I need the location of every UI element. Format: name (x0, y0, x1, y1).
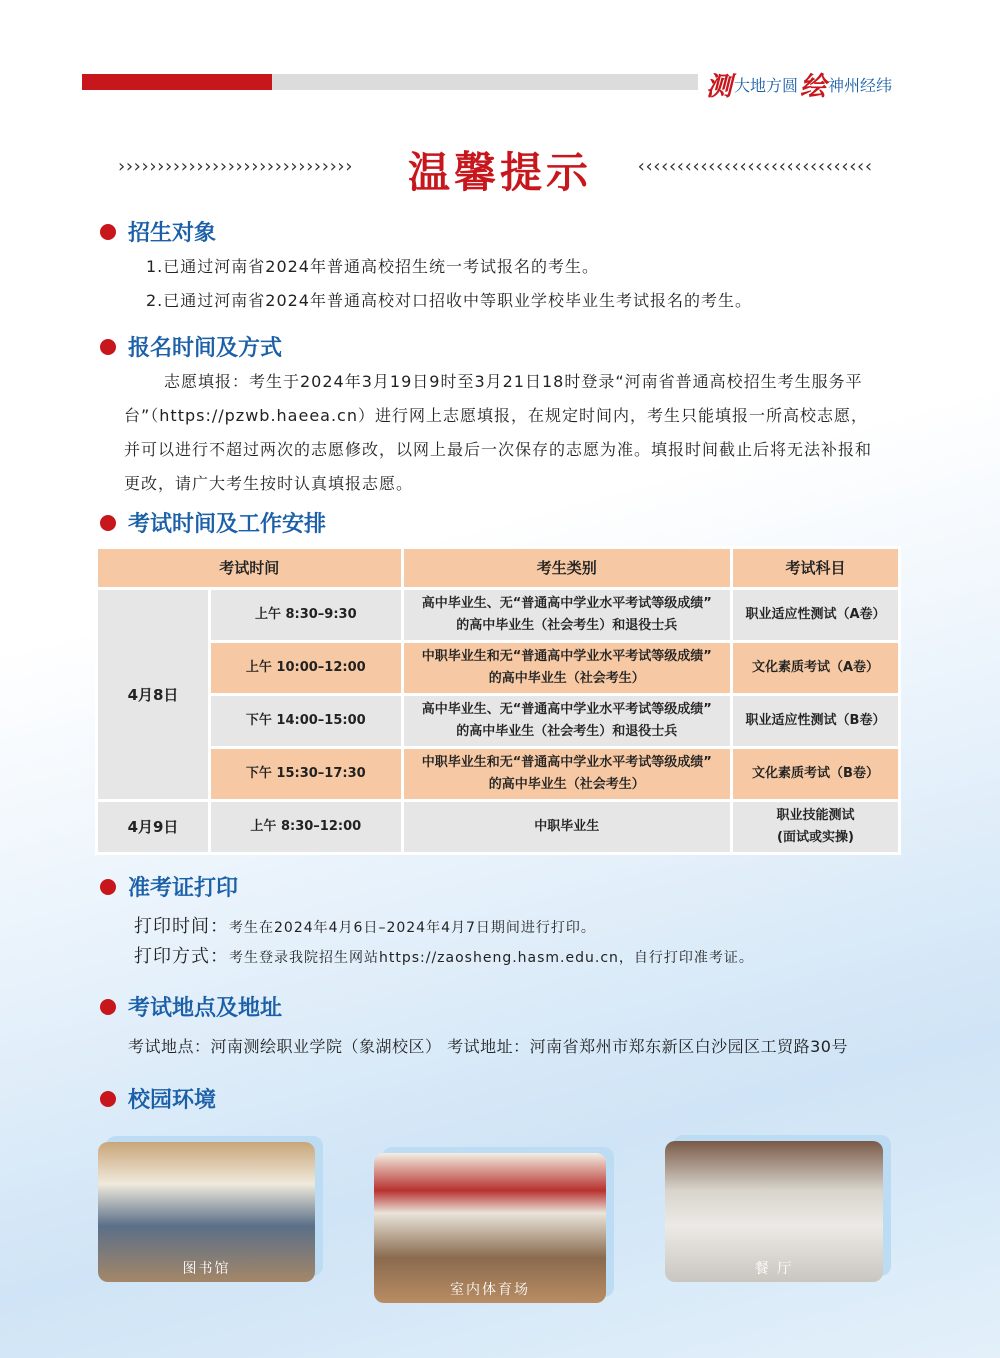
header-bar-accent (82, 74, 272, 90)
item: 1.已通过河南省2024年普通高校招生统一考试报名的考生。 (146, 257, 599, 276)
col-header: 考生类别 (404, 549, 730, 587)
time-cell: 下午 15:30–17:30 (211, 749, 401, 799)
slogan (706, 66, 892, 103)
bullet-icon (100, 515, 116, 531)
subject-cell (733, 802, 898, 852)
time-cell: 上午 8:30–12:00 (211, 802, 401, 852)
bullet-icon (100, 339, 116, 355)
subject-cell: 职业适应性测试（B卷） (733, 696, 898, 746)
heading-text: 招生对象 (128, 221, 217, 246)
photo-caption: 餐 厅 (754, 1261, 794, 1277)
slogan-text: 大地方圆 (734, 76, 799, 95)
photo-caption: 图书馆 (182, 1261, 231, 1277)
col-header: 考试时间 (98, 549, 401, 587)
label: 打印方式： (134, 946, 229, 967)
category-cell (404, 643, 730, 693)
category-cell (404, 590, 730, 640)
bullet-icon (100, 879, 116, 895)
slogan-text: 神州经纬 (828, 76, 893, 95)
cat-line: 中职毕业生和无“普通高中学业水平考试等级成绩” (421, 649, 712, 664)
photo-library (98, 1142, 315, 1282)
subj-line: (面试或实操) (777, 830, 854, 845)
section-heading (100, 871, 238, 902)
header-bar (82, 74, 698, 90)
heading-text: 考试地点及地址 (128, 996, 283, 1021)
cat-line: 的高中毕业生（社会考生）和退役士兵 (456, 618, 678, 633)
page-title: 温馨提示 (408, 148, 593, 197)
subject-cell: 文化素质考试（B卷） (733, 749, 898, 799)
cat-line: 的高中毕业生（社会考生） (488, 671, 645, 686)
section-heading (100, 331, 282, 362)
heading-text: 考试时间及工作安排 (128, 512, 327, 537)
cat-line: 高中毕业生、无“普通高中学业水平考试等级成绩” (421, 702, 712, 717)
heading-text: 校园环境 (128, 1088, 217, 1113)
cat-line: 高中毕业生、无“普通高中学业水平考试等级成绩” (421, 596, 712, 611)
subject-cell: 文化素质考试（A卷） (733, 643, 898, 693)
bullet-icon (100, 999, 116, 1015)
time-cell: 上午 10:00–12:00 (211, 643, 401, 693)
heading-text: 准考证打印 (128, 876, 239, 901)
label: 打印时间： (134, 916, 229, 937)
section-heading (100, 991, 282, 1022)
cat-line: 的高中毕业生（社会考生）和退役士兵 (456, 724, 678, 739)
slogan-logo-char: 测 (706, 72, 733, 102)
value: 考生登录我院招生网站https://zaosheng.hasm.edu.cn，自行打印准考证。 (229, 950, 754, 966)
section-heading (100, 1083, 216, 1114)
photo-caption: 室内体育场 (450, 1282, 530, 1298)
time-cell: 上午 8:30–9:30 (211, 590, 401, 640)
registration-text: 志愿填报：考生于2024年3月19日9时至3月21日18时登录“河南省普通高校招生考生服务平台”（https://pzwb.haeea.cn）进行网上志愿填报，在规定时间内，考生只能填报一所高校志愿，并可以进行不超过两次的志愿修改，以网上最后一次保存的志愿为准。填报时间截止后将无法补报和更改，请广大考生按时认真填报志愿。 (124, 372, 873, 493)
item: 2.已通过河南省2024年普通高校对口招收中等职业学校毕业生考试报名的考生。 (146, 291, 752, 310)
date-cell: 4月8日 (98, 590, 208, 799)
bullet-icon (100, 1091, 116, 1107)
slogan-logo-char: 绘 (800, 72, 827, 102)
date-cell: 4月9日 (98, 802, 208, 852)
print-method (134, 940, 754, 975)
section-heading (100, 507, 326, 538)
time-cell: 下午 14:00–15:00 (211, 696, 401, 746)
cat-line: 中职毕业生和无“普通高中学业水平考试等级成绩” (421, 755, 712, 770)
category-cell (404, 696, 730, 746)
subject-cell: 职业适应性测试（A卷） (733, 590, 898, 640)
heading-text: 报名时间及方式 (128, 336, 283, 361)
arrows-right: ‹‹‹‹‹‹‹‹‹‹‹‹‹‹‹‹‹‹‹‹‹‹‹‹‹‹‹‹‹‹ (636, 156, 872, 177)
cat-line: 的高中毕业生（社会考生） (488, 777, 645, 792)
section-heading (100, 216, 216, 247)
photo-canteen (665, 1141, 883, 1282)
subj-line: 职业技能测试 (776, 808, 855, 823)
address-text: 考试地点：河南测绘职业学院（象湖校区） 考试地址：河南省郑州市郑东新区白沙园区工贸路30号 (128, 1037, 848, 1056)
arrows-left: ›››››››››››››››››››››››››››››› (116, 156, 352, 177)
photo-gym (374, 1153, 606, 1303)
category-cell: 中职毕业生 (404, 802, 730, 852)
bullet-icon (100, 224, 116, 240)
exam-schedule-table (95, 546, 901, 855)
col-header: 考试科目 (733, 549, 898, 587)
value: 考生在2024年4月6日–2024年4月7日期间进行打印。 (229, 920, 596, 936)
category-cell (404, 749, 730, 799)
